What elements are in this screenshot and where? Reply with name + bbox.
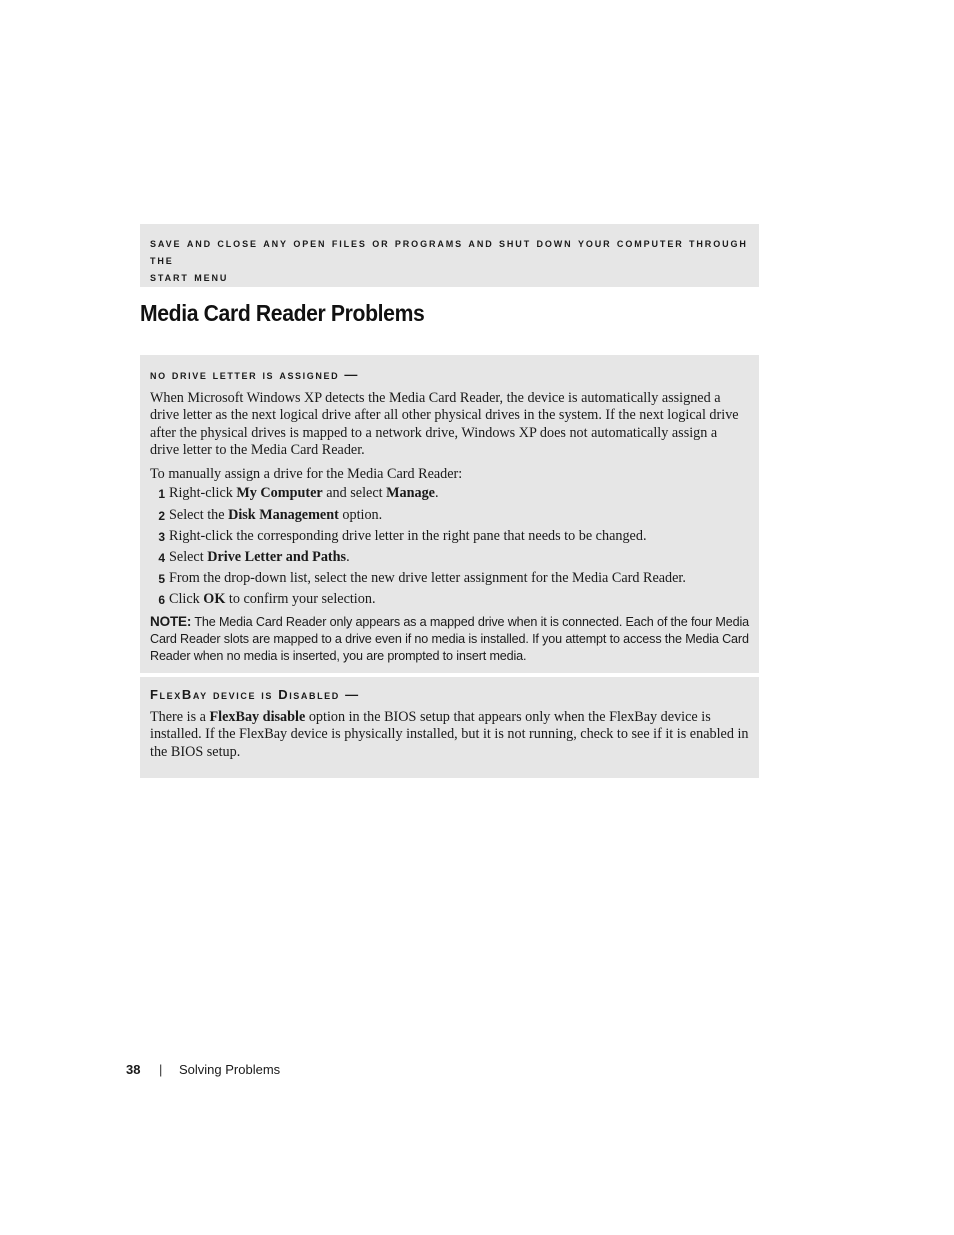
media-card-note (150, 613, 749, 665)
drive-letter-intro: To manually assign a drive for the Media Card Reader: (150, 466, 463, 483)
step-item (150, 570, 749, 588)
step-number: 2 (158, 508, 165, 523)
step-text: Right-click the corresponding drive letter in the right pane that needs to be changed. (169, 527, 647, 544)
step-number: 1 (158, 487, 165, 502)
section-title: Media Card Reader Problems (140, 300, 425, 326)
step-item (150, 549, 749, 567)
step-number: 3 (158, 529, 165, 544)
step-number: 4 (158, 551, 165, 566)
procedure-box-drive-letter (140, 355, 759, 673)
drive-letter-heading: no drive letter is assigned — (150, 367, 359, 382)
step-text: Select Drive Letter and Paths. (169, 549, 350, 566)
chapter-title: Solving Problems (179, 1062, 281, 1077)
step-number: 5 (158, 572, 165, 587)
note-text: The Media Card Reader only appears as a mapped drive when it is connected. Each of the four Media Card Reader slots are mapped to a drive even if no media is installed. If you attempt to access the Media Card Reader when no media is inserted, you are prompted to insert media. (150, 614, 749, 663)
step-item (150, 485, 749, 503)
step-text: Right-click My Computer and select Manage. (169, 485, 439, 502)
flexbay-heading: FlexBay device is Disabled — (150, 687, 360, 702)
procedure-box-shutdown (140, 224, 759, 287)
step-item (150, 591, 749, 609)
step-text: Click OK to confirm your selection. (169, 591, 376, 608)
step-number: 6 (158, 593, 165, 608)
step-text: Select the Disk Management option. (169, 506, 383, 523)
drive-letter-steps (150, 485, 749, 609)
step-item (150, 528, 749, 546)
drive-letter-description: When Microsoft Windows XP detects the Media Card Reader, the device is automatically assigned a drive letter as the next logical drive after all other physical drives in the system. If the next logical drive after the physical drives is mapped to a network drive, Windows XP does not automatically assign a drive letter to the Media Card Reader. (150, 390, 739, 458)
step-item (150, 507, 749, 525)
shutdown-heading-line1: save and close any open files or programs and shut down your computer through the (150, 236, 748, 267)
page-number: 38 (126, 1062, 141, 1077)
note-label: NOTE: (150, 613, 192, 629)
flexbay-description: There is a FlexBay disable option in the BIOS setup that appears only when the FlexBay device is installed. If the FlexBay device is physically installed, but it is not running, check to see if it is enabled in the BIOS setup. (150, 709, 749, 760)
procedure-box-flexbay (140, 677, 759, 778)
shutdown-heading (150, 235, 749, 286)
shutdown-heading-line2: start menu (150, 270, 229, 284)
step-text: From the drop-down list, select the new drive letter assignment for the Media Card Reader. (169, 570, 686, 587)
footer-separator: | (159, 1062, 163, 1077)
